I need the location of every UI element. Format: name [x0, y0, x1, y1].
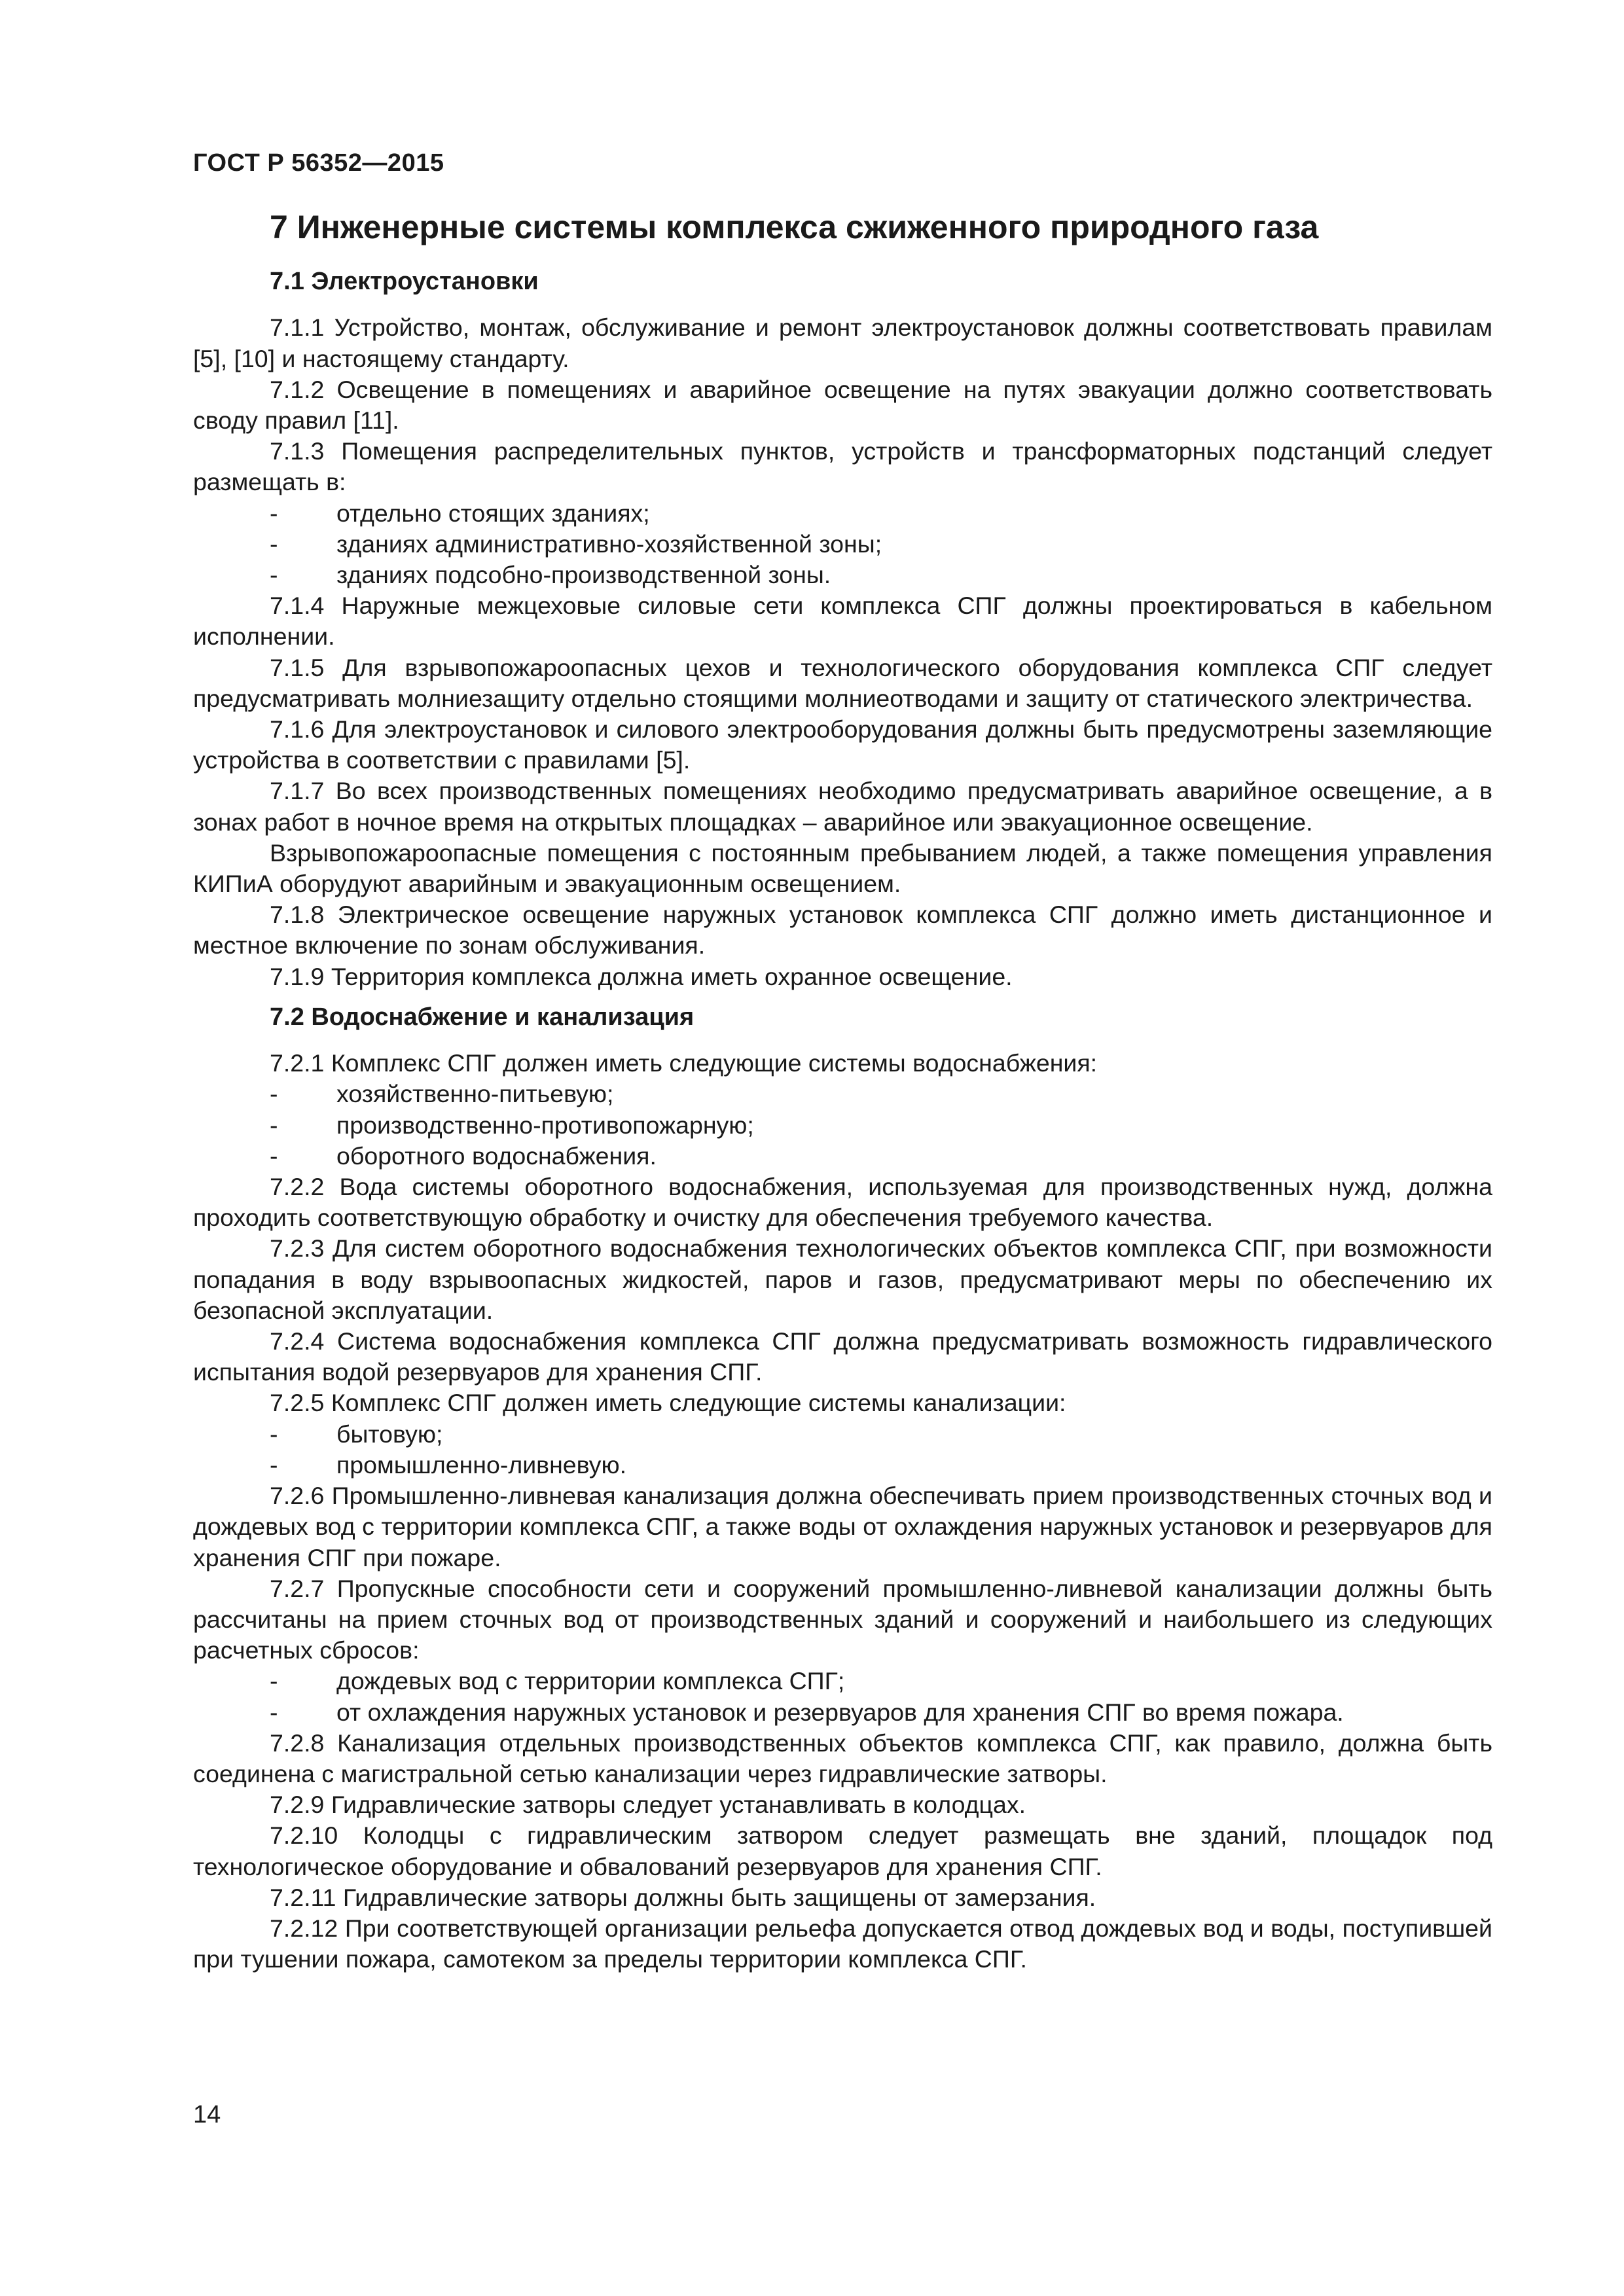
- list-item: - производственно-противопожарную;: [193, 1110, 1492, 1141]
- paragraph-7-1-8: 7.1.8 Электрическое освещение наружных установок комплекса СПГ должно иметь дистанционное и местное включение по зонам обслуживания.: [193, 901, 1492, 960]
- paragraph-7-1-9: 7.1.9 Территория комплекса должна иметь охранное освещение.: [270, 962, 1013, 990]
- paragraph-7-1-2: 7.1.2 Освещение в помещениях и аварийное освещение на путях эвакуации должно соответствовать своду правил [11].: [193, 375, 1492, 434]
- list-dash: -: [270, 1698, 278, 1726]
- subsection-title-7-1: 7.1 Электроустановки: [270, 268, 539, 295]
- paragraph-7-1-4: 7.1.4 Наружные межцеховые силовые сети комплекса СПГ должны проектироваться в кабельном исполнении.: [193, 592, 1492, 651]
- list-dash: -: [270, 1111, 278, 1139]
- paragraph-7-2-12: 7.2.12 При соответствующей организации рельефа допускается отвод дождевых вод и воды, поступившей при тушении пожара, самотеком за пределы территории комплекса СПГ.: [193, 1914, 1492, 1973]
- paragraph-7-2-4: 7.2.4 Система водоснабжения комплекса СПГ должна предусматривать возможность гидравлического испытания водой резервуаров для хранения СПГ.: [193, 1327, 1492, 1386]
- paragraph-7-2-11: 7.2.11 Гидравлические затворы должны быть защищены от замерзания.: [270, 1883, 1096, 1911]
- paragraph-7-2-1: 7.2.1 Комплекс СПГ должен иметь следующие системы водоснабжения:: [270, 1049, 1098, 1077]
- subsection-title-7-2: 7.2 Водоснабжение и канализация: [270, 1003, 695, 1031]
- list-dash: -: [270, 529, 278, 558]
- paragraph-7-1-6: 7.1.6 Для электроустановок и силового электрооборудования должны быть предусмотрены заземляющие устройства в соответствии с правилами [5].: [193, 715, 1492, 774]
- paragraph-7-1-5: 7.1.5 Для взрывопожароопасных цехов и технологического оборудования комплекса СПГ следует предусматривать молниезащиту отдельно стоящими молниеотводами и защиту от статического электричества.: [193, 653, 1492, 712]
- list-dash: -: [270, 561, 278, 589]
- paragraph-7-2-6: 7.2.6 Промышленно-ливневая канализация должна обеспечивать прием производственных сточных вод и дождевых вод с территории комплекса СПГ, а также воды от охлаждения наружных установок и резервуаров для хранения СПГ при пожаре.: [193, 1482, 1492, 1571]
- paragraph-7-2-5: 7.2.5 Комплекс СПГ должен иметь следующие системы канализации:: [270, 1389, 1066, 1417]
- paragraph-7-1-3: 7.1.3 Помещения распределительных пунктов, устройств и трансформаторных подстанций следует размещать в:: [193, 437, 1492, 496]
- document-body: [193, 206, 1492, 1975]
- list-item: - зданиях административно-хозяйственной зоны;: [193, 529, 1492, 560]
- page-number: 14: [193, 2101, 221, 2128]
- list-item: - отдельно стоящих зданиях;: [193, 498, 1492, 529]
- section-title: 7 Инженерные системы комплекса сжиженного природного газа: [270, 209, 1319, 245]
- document-page: [193, 0, 1492, 2296]
- list-item: - зданиях подсобно-производственной зоны.: [193, 560, 1492, 590]
- list-item: - промышленно-ливневую.: [193, 1450, 1492, 1480]
- paragraph-7-2-10: 7.2.10 Колодцы с гидравлическим затвором следует размещать вне зданий, площадок под технологическое оборудование и обвалований резервуаров для хранения СПГ.: [193, 1821, 1492, 1880]
- paragraph-7-1-1: 7.1.1 Устройство, монтаж, обслуживание и ремонт электроустановок должны соответствовать правилам [5], [10] и настоящему стандарту.: [193, 314, 1492, 372]
- paragraph-7-2-9: 7.2.9 Гидравлические затворы следует устанавливать в колодцах.: [270, 1791, 1026, 1819]
- paragraph-7-2-3: 7.2.3 Для систем оборотного водоснабжения технологических объектов комплекса СПГ, при возможности попадания в воду взрывоопасных жидкостей, паров и газов, предусматривают меры по обеспечению их безопасной эксплуатации.: [193, 1234, 1492, 1324]
- list-dash: -: [270, 1080, 278, 1108]
- paragraph-7-1-7-continued: Взрывопожароопасные помещения с постоянным пребыванием людей, а также помещения управления КИПиА оборудуют аварийным и эвакуационным освещением.: [193, 838, 1492, 898]
- list-dash: -: [270, 499, 278, 527]
- list-dash: -: [270, 1667, 278, 1695]
- document-code-header: ГОСТ Р 56352—2015: [193, 149, 444, 177]
- paragraph-7-2-8: 7.2.8 Канализация отдельных производственных объектов комплекса СПГ, как правило, должна быть соединена с магистральной сетью канализации через гидравлические затворы.: [193, 1729, 1492, 1787]
- list-item: - дождевых вод с территории комплекса СПГ;: [193, 1666, 1492, 1696]
- list-dash: -: [270, 1420, 278, 1448]
- paragraph-7-1-7: 7.1.7 Во всех производственных помещениях необходимо предусматривать аварийное освещение, а в зонах работ в ночное время на открытых площадках – аварийное или эвакуационное освещение.: [193, 777, 1492, 836]
- list-item: - хозяйственно-питьевую;: [193, 1079, 1492, 1109]
- list-item: - бытовую;: [193, 1419, 1492, 1450]
- list-item: - оборотного водоснабжения.: [193, 1141, 1492, 1172]
- list-dash: -: [270, 1450, 278, 1479]
- list-dash: -: [270, 1141, 278, 1170]
- paragraph-7-2-7: 7.2.7 Пропускные способности сети и сооружений промышленно-ливневой канализации должны быть рассчитаны на прием сточных вод от производственных зданий и сооружений и наибольшего из следующих расчетных сбросов:: [193, 1574, 1492, 1664]
- list-item: - от охлаждения наружных установок и резервуаров для хранения СПГ во время пожара.: [193, 1697, 1492, 1728]
- paragraph-7-2-2: 7.2.2 Вода системы оборотного водоснабжения, используемая для производственных нужд, должна проходить соответствующую обработку и очистку для обеспечения требуемого качества.: [193, 1173, 1492, 1232]
